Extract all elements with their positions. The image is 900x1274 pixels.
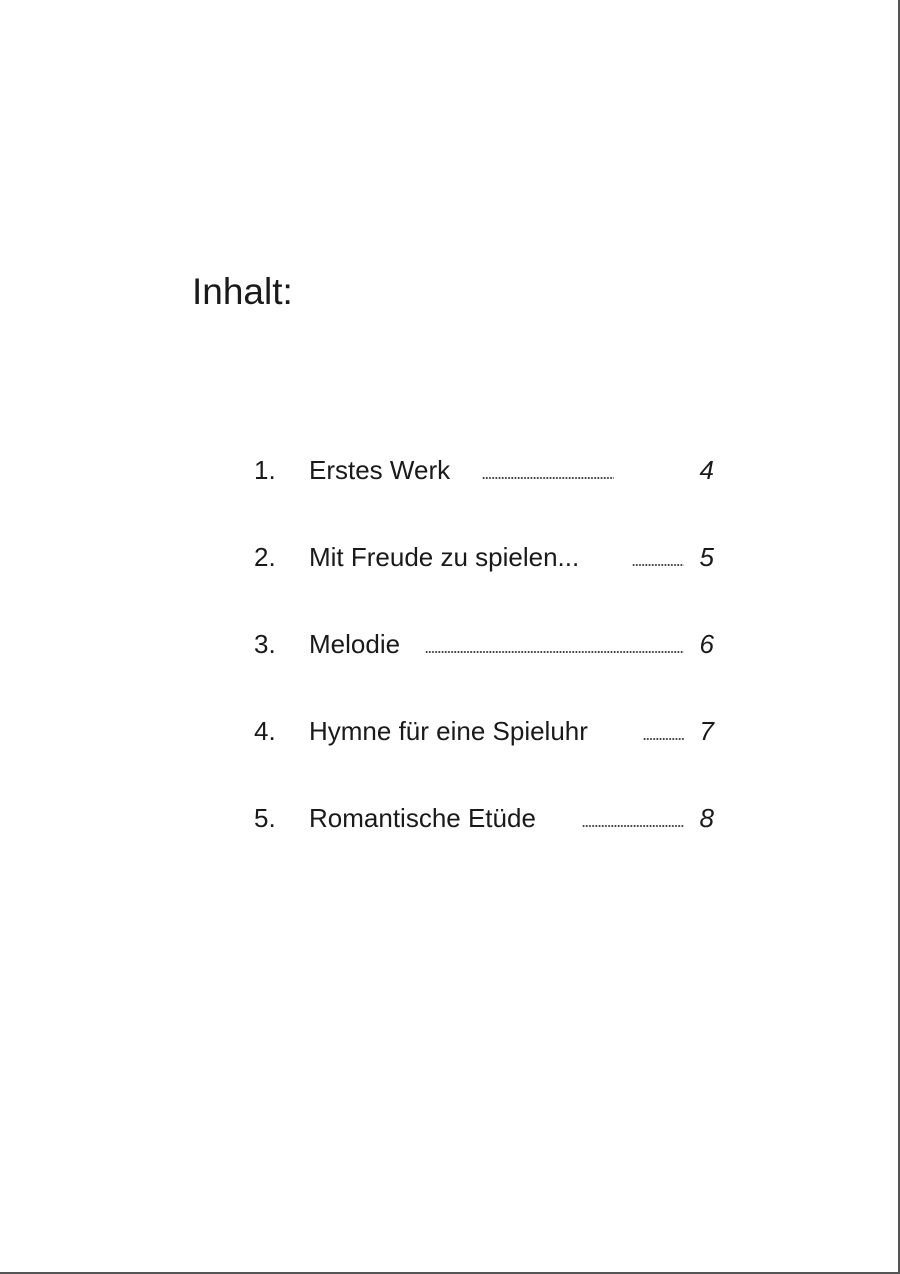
toc-entry-1 bbox=[254, 448, 714, 535]
toc-dot-leader bbox=[643, 737, 684, 741]
toc-dot-leader bbox=[425, 650, 684, 654]
toc-entry-number: 2. bbox=[254, 542, 276, 572]
toc-entry-3 bbox=[254, 622, 714, 709]
toc-entry-number: 3. bbox=[254, 629, 276, 659]
toc-entry-page: 6 bbox=[699, 629, 714, 659]
toc-entry-page: 5 bbox=[699, 542, 714, 572]
toc-entry-title: Romantische Etüde bbox=[309, 803, 536, 833]
toc-entry-title: Melodie bbox=[309, 629, 401, 659]
toc-dot-leader bbox=[482, 476, 614, 480]
page-title: Inhalt: bbox=[192, 271, 293, 312]
toc-entry-title: Hymne für eine Spieluhr bbox=[309, 716, 588, 746]
toc-entry-number: 1. bbox=[254, 455, 276, 485]
toc-entry-page: 4 bbox=[699, 455, 714, 485]
toc-entry-5 bbox=[254, 796, 714, 883]
toc-dot-leader bbox=[582, 824, 684, 828]
toc-dot-leader bbox=[632, 563, 684, 567]
toc-entry-number: 4. bbox=[254, 716, 276, 746]
toc-entry-4 bbox=[254, 709, 714, 796]
toc-entry-2 bbox=[254, 535, 714, 622]
toc-entry-title: Erstes Werk bbox=[309, 455, 451, 485]
toc-entry-number: 5. bbox=[254, 803, 276, 833]
toc-entry-page: 8 bbox=[699, 803, 714, 833]
table-of-contents bbox=[254, 448, 714, 883]
toc-entry-page: 7 bbox=[699, 716, 714, 746]
toc-entry-title: Mit Freude zu spielen... bbox=[309, 542, 580, 572]
